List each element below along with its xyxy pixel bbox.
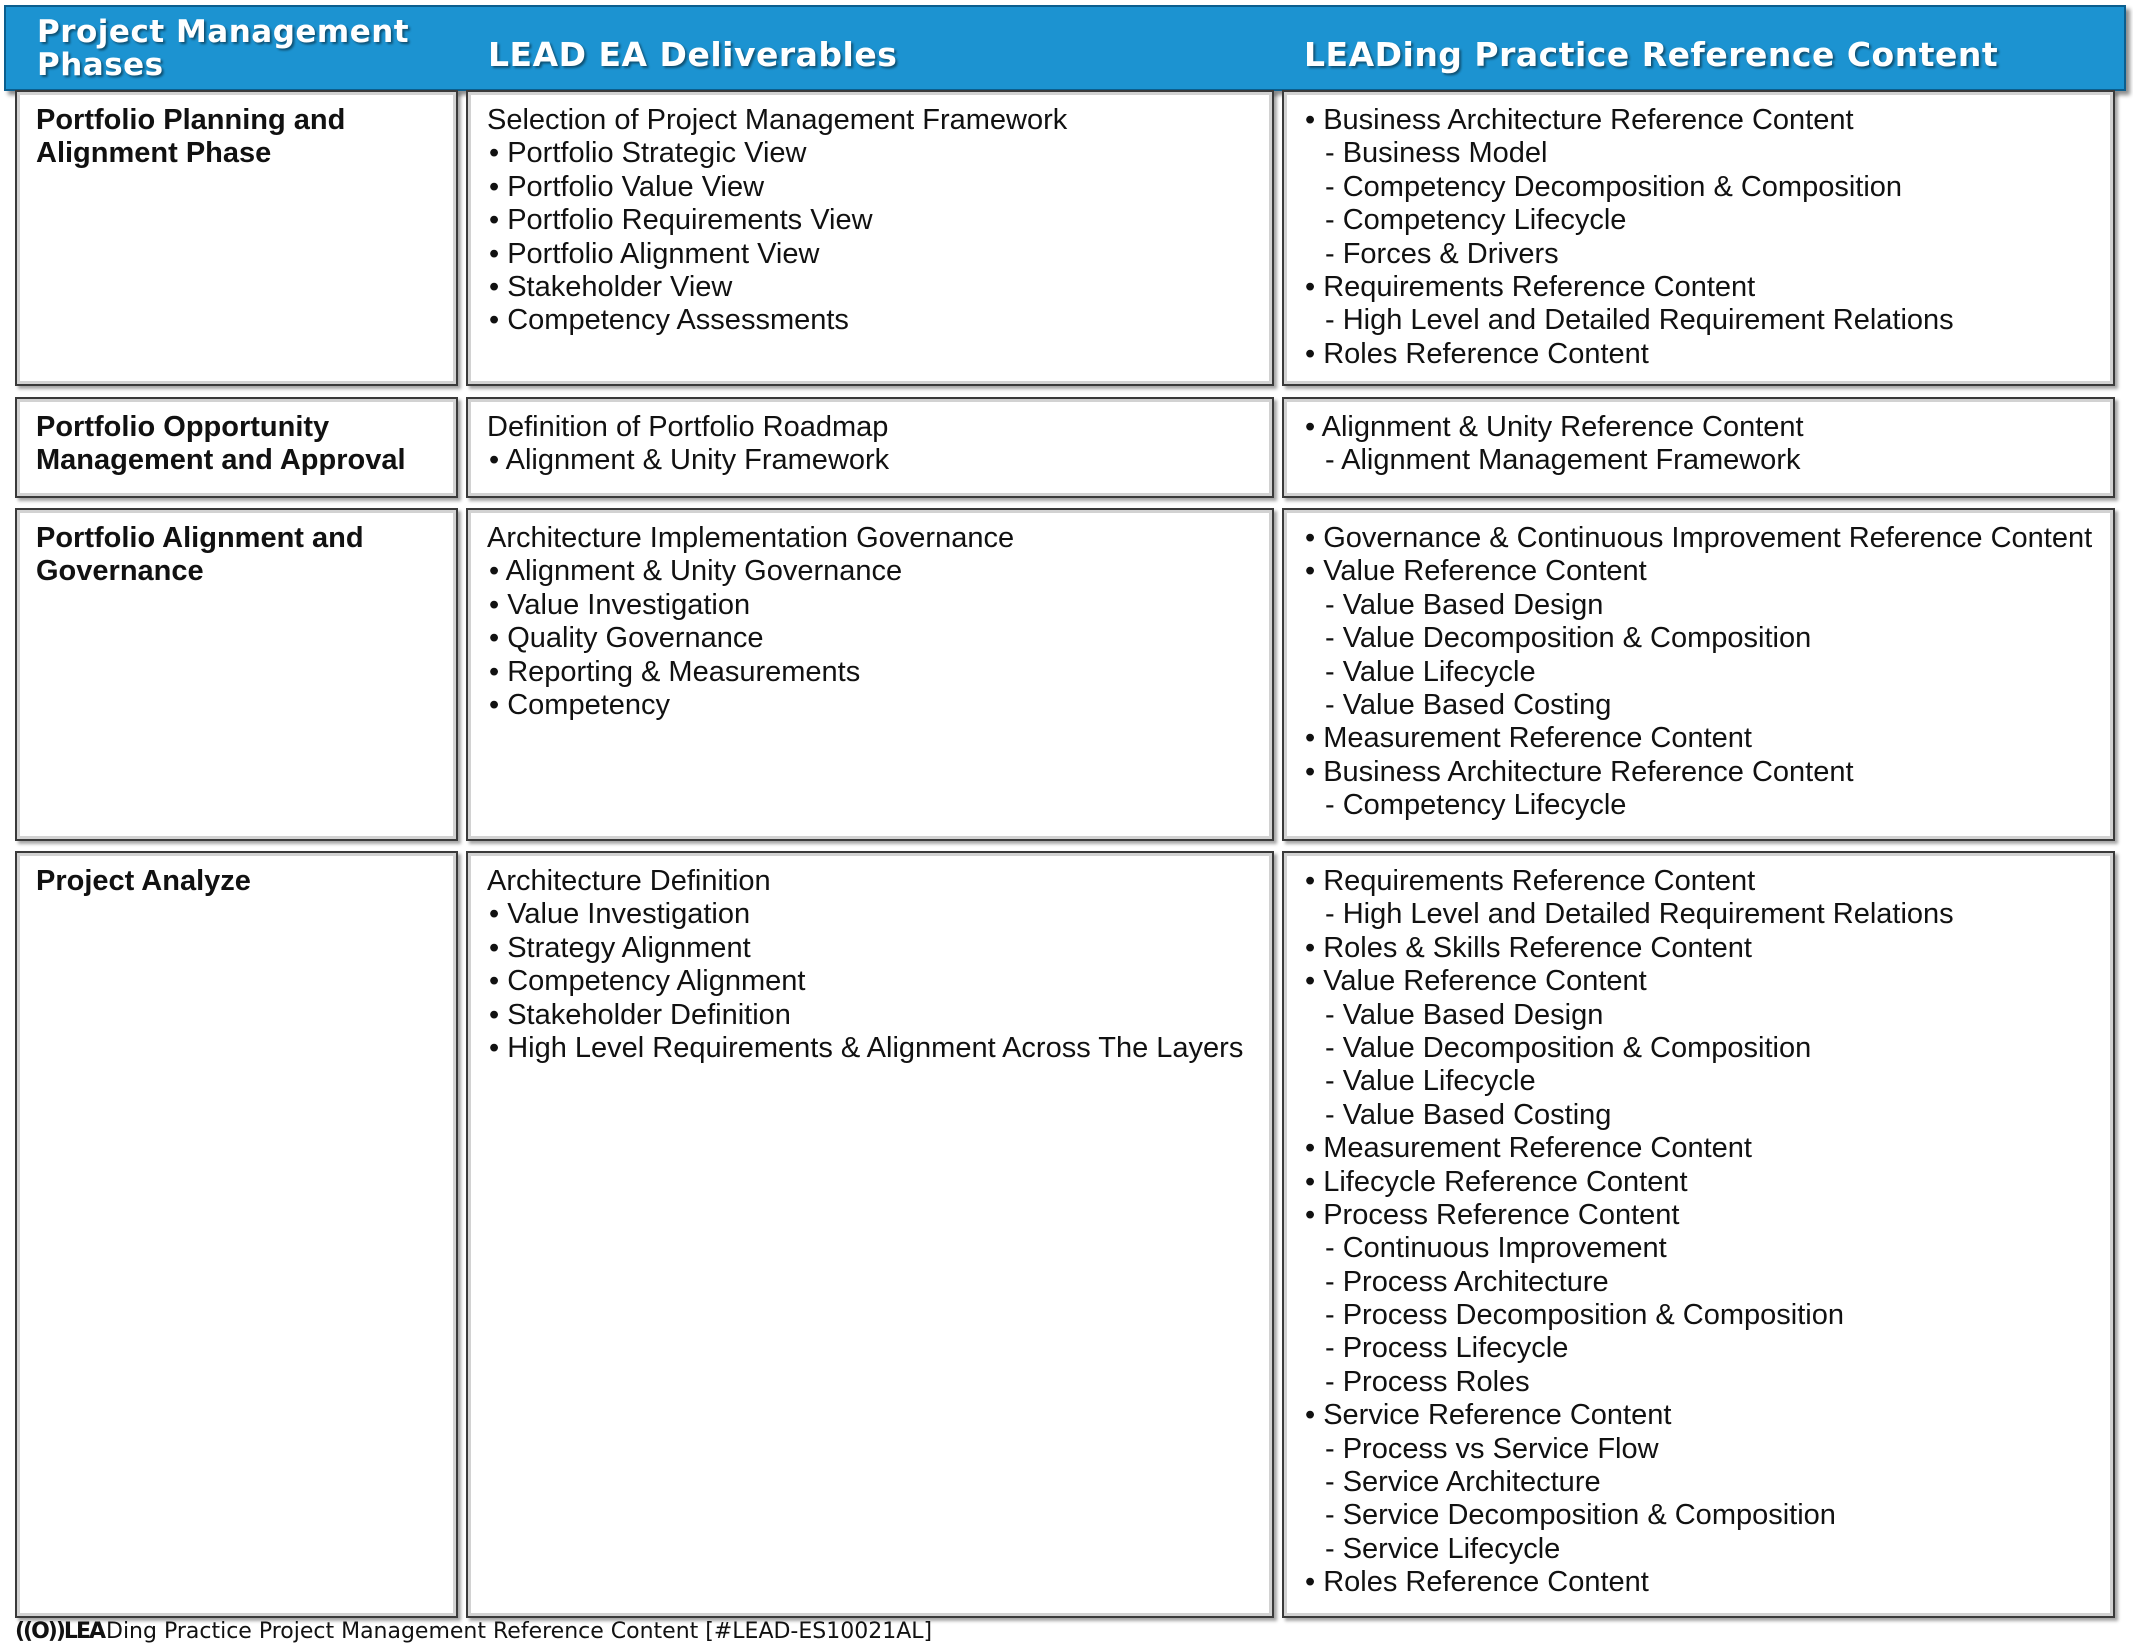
- phase-title: Portfolio Planning and Alignment Phase: [36, 104, 346, 169]
- list-item: - Process Roles: [1325, 1365, 1530, 1398]
- list-item: - Competency Lifecycle: [1325, 789, 1627, 822]
- list-item: • Business Architecture Reference Content: [1305, 104, 1854, 136]
- list-item: Architecture Definition: [487, 865, 771, 897]
- list-item: • Quality Governance: [489, 622, 764, 655]
- list-item: • Roles Reference Content: [1305, 1566, 1649, 1599]
- reference-cell: [1282, 508, 2115, 841]
- header-reference-content: LEADing Practice Reference Content: [1304, 35, 1999, 74]
- list-item: • Portfolio Strategic View: [489, 137, 807, 170]
- list-item: - Competency Decomposition & Composition: [1325, 170, 1903, 203]
- reference-list: [1303, 104, 1954, 371]
- list-item: - Forces & Drivers: [1325, 237, 1559, 270]
- list-item: - Business Model: [1325, 137, 1548, 170]
- leading-practice-logo: ((O))LEA: [15, 1619, 104, 1644]
- list-item: - Process vs Service Flow: [1325, 1432, 1659, 1465]
- reference-list: [1303, 865, 1954, 1600]
- list-item: - Process Decomposition & Composition: [1325, 1299, 1844, 1332]
- list-item: • Measurement Reference Content: [1305, 1132, 1752, 1165]
- list-item: - Value Based Costing: [1325, 1098, 1612, 1131]
- reference-list: [1303, 522, 2092, 823]
- list-item: • Stakeholder View: [489, 270, 733, 303]
- list-item: • Value Investigation: [489, 898, 751, 931]
- reference-cell: [1282, 851, 2115, 1618]
- list-item: • Service Reference Content: [1305, 1399, 1672, 1432]
- list-item: - Process Architecture: [1325, 1265, 1609, 1298]
- list-item: • Process Reference Content: [1305, 1198, 1680, 1231]
- list-item: - Value Based Design: [1325, 588, 1604, 621]
- footer-text: Ding Practice Project Management Reference Content [#LEAD-ES10021AL]: [106, 1619, 933, 1644]
- list-item: • Competency: [489, 688, 671, 721]
- list-item: - Alignment Management Framework: [1325, 444, 1801, 477]
- header-deliverables: LEAD EA Deliverables: [488, 35, 898, 74]
- list-item: • Alignment & Unity Governance: [489, 555, 903, 588]
- list-item: - Value Lifecycle: [1325, 655, 1536, 688]
- list-item: Selection of Project Management Framework: [487, 104, 1068, 136]
- phase-title: Project Analyze: [36, 865, 251, 897]
- list-item: • Portfolio Value View: [489, 170, 765, 203]
- footer-caption: [15, 1620, 932, 1644]
- list-item: • Alignment & Unity Framework: [489, 444, 890, 477]
- phase-cell: [15, 508, 458, 841]
- list-item: • Competency Alignment: [489, 965, 806, 998]
- phase-cell: [15, 851, 458, 1618]
- list-item: • Requirements Reference Content: [1305, 865, 1756, 897]
- list-item: • Measurement Reference Content: [1305, 722, 1752, 755]
- list-item: - Service Lifecycle: [1325, 1532, 1561, 1565]
- list-item: - Competency Lifecycle: [1325, 204, 1627, 237]
- list-item: - Value Decomposition & Composition: [1325, 1031, 1812, 1064]
- list-item: - Process Lifecycle: [1325, 1332, 1569, 1365]
- phase-title: Portfolio Alignment and Governance: [36, 522, 364, 587]
- list-item: Definition of Portfolio Roadmap: [487, 411, 889, 443]
- list-item: • Portfolio Requirements View: [489, 204, 873, 237]
- deliverables-cell: [466, 397, 1274, 498]
- list-item: • Value Investigation: [489, 588, 751, 621]
- list-item: - Service Architecture: [1325, 1466, 1601, 1499]
- deliverables-list: [487, 865, 1243, 1065]
- list-item: • Competency Assessments: [489, 304, 849, 337]
- list-item: - Value Decomposition & Composition: [1325, 622, 1812, 655]
- list-item: - Value Based Costing: [1325, 688, 1612, 721]
- list-item: Architecture Implementation Governance: [487, 522, 1015, 554]
- reference-cell: [1282, 90, 2115, 386]
- list-item: • Stakeholder Definition: [489, 998, 791, 1031]
- list-item: - Value Based Design: [1325, 998, 1604, 1031]
- list-item: • Requirements Reference Content: [1305, 270, 1756, 303]
- list-item: • Value Reference Content: [1305, 965, 1647, 998]
- list-item: • Alignment & Unity Reference Content: [1305, 411, 1804, 443]
- deliverables-cell: [466, 508, 1274, 841]
- deliverables-list: [487, 522, 1014, 722]
- phase-cell: [15, 397, 458, 498]
- list-item: - High Level and Detailed Requirement Relations: [1325, 898, 1954, 931]
- phase-title: Portfolio Opportunity Management and Approval: [36, 411, 406, 476]
- list-item: • Strategy Alignment: [489, 931, 751, 964]
- list-item: • Governance & Continuous Improvement Reference Content: [1305, 522, 2093, 554]
- list-item: - Value Lifecycle: [1325, 1065, 1536, 1098]
- list-item: • Lifecycle Reference Content: [1305, 1165, 1688, 1198]
- deliverables-list: [487, 104, 1067, 338]
- deliverables-cell: [466, 90, 1274, 386]
- reference-list: [1303, 411, 1804, 478]
- list-item: - Service Decomposition & Composition: [1325, 1499, 1836, 1532]
- list-item: - High Level and Detailed Requirement Relations: [1325, 304, 1954, 337]
- list-item: - Continuous Improvement: [1325, 1232, 1667, 1265]
- list-item: • Business Architecture Reference Content: [1305, 755, 1854, 788]
- list-item: • High Level Requirements & Alignment Across The Layers: [489, 1031, 1244, 1064]
- phase-cell: [15, 90, 458, 386]
- list-item: • Value Reference Content: [1305, 555, 1647, 588]
- header-phases: Project Management Phases: [37, 14, 410, 83]
- list-item: • Roles & Skills Reference Content: [1305, 931, 1752, 964]
- list-item: • Reporting & Measurements: [489, 655, 861, 688]
- deliverables-list: [487, 411, 889, 478]
- table-header: [4, 5, 2126, 91]
- list-item: • Roles Reference Content: [1305, 337, 1649, 370]
- deliverables-cell: [466, 851, 1274, 1618]
- reference-cell: [1282, 397, 2115, 498]
- list-item: • Portfolio Alignment View: [489, 237, 820, 270]
